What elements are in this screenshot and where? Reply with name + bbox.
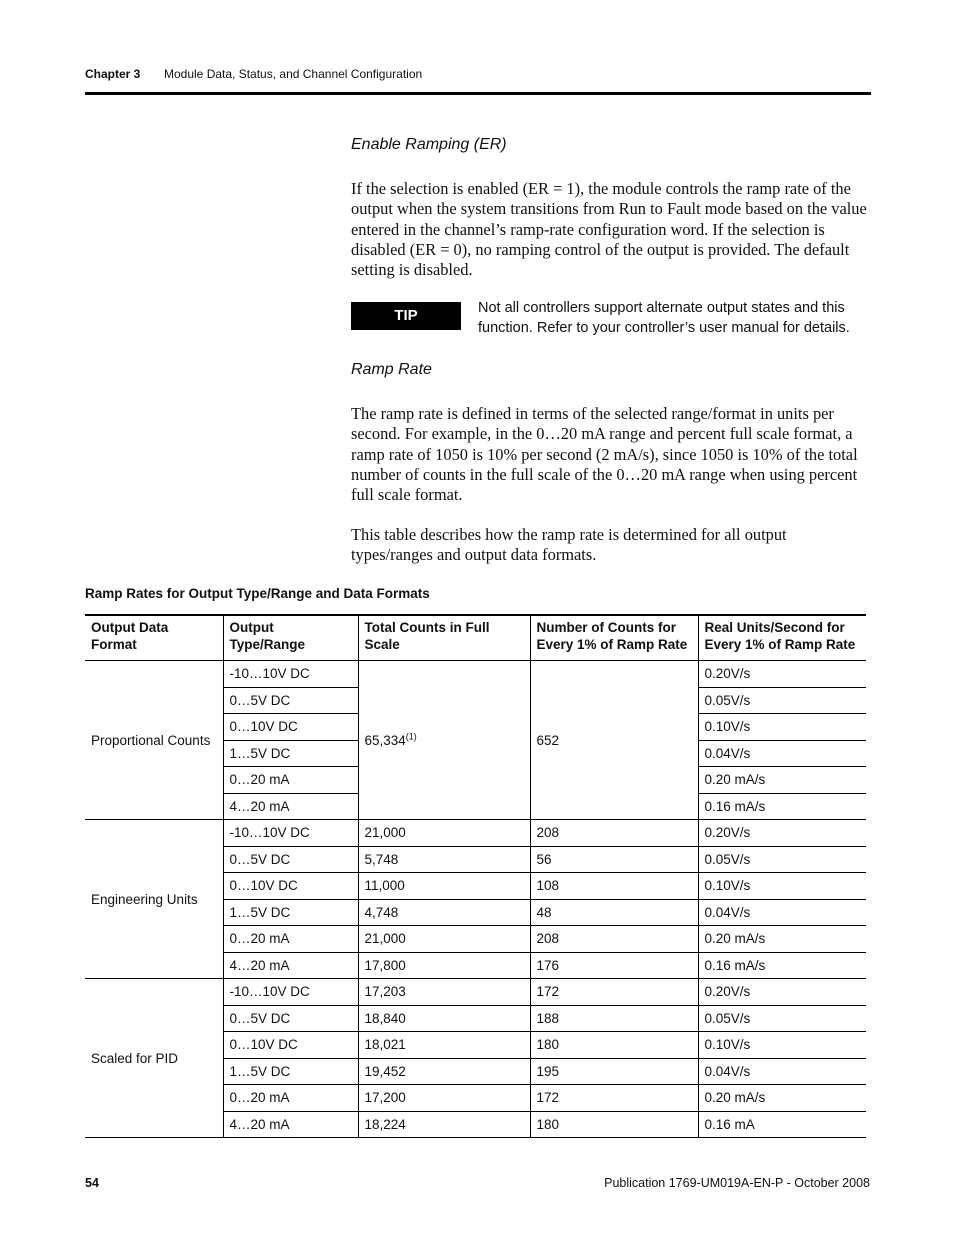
total-counts-cell: 5,748	[358, 846, 530, 873]
total-counts-cell: 18,224	[358, 1111, 530, 1138]
range-cell: 1…5V DC	[223, 899, 358, 926]
counts-merged-cell: 652	[530, 661, 698, 820]
total-counts-value: 65,334	[364, 732, 406, 748]
range-cell: -10…10V DC	[223, 820, 358, 847]
table-title: Ramp Rates for Output Type/Range and Data Formats	[85, 586, 430, 601]
format-cell: Scaled for PID	[85, 979, 223, 1138]
counts-cell: 208	[530, 926, 698, 953]
total-counts-cell: 18,840	[358, 1005, 530, 1032]
counts-cell: 108	[530, 873, 698, 900]
range-cell: 0…20 mA	[223, 1085, 358, 1112]
total-counts-cell: 21,000	[358, 820, 530, 847]
header-output-type-range: Output Type/Range	[223, 615, 358, 661]
units-cell: 0.05V/s	[698, 846, 866, 873]
section-heading-enable-ramping: Enable Ramping (ER)	[351, 136, 507, 153]
units-cell: 0.10V/s	[698, 714, 866, 741]
units-cell: 0.04V/s	[698, 1058, 866, 1085]
ramp-rate-paragraph: The ramp rate is defined in terms of the selected range/format in units per second. For example, in the 0…20 mA range and percent full scale format, a ramp rate of 1050 is 10% per second (2 mA/s), since 1050 is 10% of the total number of counts in the full scale of the 0…20 mA range when using percent full scale format.	[351, 404, 858, 505]
range-cell: -10…10V DC	[223, 979, 358, 1006]
range-cell: 0…10V DC	[223, 1032, 358, 1059]
units-cell: 0.16 mA	[698, 1111, 866, 1138]
units-cell: 0.04V/s	[698, 899, 866, 926]
counts-cell: 172	[530, 979, 698, 1006]
counts-cell: 56	[530, 846, 698, 873]
units-cell: 0.10V/s	[698, 873, 866, 900]
tip-text: Not all controllers support alternate output states and this function. Refer to your controller’s user manual for details.	[478, 300, 850, 336]
range-cell: 0…20 mA	[223, 767, 358, 794]
format-cell: Proportional Counts	[85, 661, 223, 820]
units-cell: 0.20 mA/s	[698, 1085, 866, 1112]
total-counts-cell: 19,452	[358, 1058, 530, 1085]
counts-cell: 48	[530, 899, 698, 926]
counts-cell: 195	[530, 1058, 698, 1085]
range-cell: -10…10V DC	[223, 661, 358, 688]
range-cell: 4…20 mA	[223, 793, 358, 820]
counts-cell: 172	[530, 1085, 698, 1112]
table-intro-paragraph: This table describes how the ramp rate is determined for all output types/ranges and output data formats.	[351, 525, 787, 565]
range-cell: 0…5V DC	[223, 687, 358, 714]
total-counts-cell: 18,021	[358, 1032, 530, 1059]
table-row	[85, 661, 866, 688]
range-cell: 1…5V DC	[223, 1058, 358, 1085]
total-counts-cell: 17,200	[358, 1085, 530, 1112]
header-counts-per-percent: Number of Counts for Every 1% of Ramp Rate	[530, 615, 698, 661]
tip-label: TIP	[351, 302, 461, 330]
enable-ramping-paragraph: If the selection is enabled (ER = 1), the module controls the ramp rate of the output when the system transitions from Run to Fault mode based on the value entered in the channel’s ramp-rate configuration word. If the selection is disabled (ER = 0), no ramping control of the output is provided. The default setting is disabled.	[351, 179, 867, 280]
range-cell: 1…5V DC	[223, 740, 358, 767]
header-total-counts: Total Counts in Full Scale	[358, 615, 530, 661]
counts-cell: 208	[530, 820, 698, 847]
table-row	[85, 979, 866, 1006]
units-cell: 0.05V/s	[698, 687, 866, 714]
range-cell: 4…20 mA	[223, 952, 358, 979]
page-number: 54	[85, 1176, 99, 1190]
units-cell: 0.20 mA/s	[698, 926, 866, 953]
units-cell: 0.05V/s	[698, 1005, 866, 1032]
total-counts-cell: 11,000	[358, 873, 530, 900]
units-cell: 0.04V/s	[698, 740, 866, 767]
counts-cell: 188	[530, 1005, 698, 1032]
footnote-marker: (1)	[405, 731, 417, 741]
units-cell: 0.16 mA/s	[698, 793, 866, 820]
total-counts-cell: 17,800	[358, 952, 530, 979]
range-cell: 0…10V DC	[223, 714, 358, 741]
header-output-data-format: Output Data Format	[85, 615, 223, 661]
total-counts-cell: 21,000	[358, 926, 530, 953]
range-cell: 0…5V DC	[223, 846, 358, 873]
units-cell: 0.20V/s	[698, 661, 866, 688]
range-cell: 4…20 mA	[223, 1111, 358, 1138]
units-cell: 0.16 mA/s	[698, 952, 866, 979]
counts-cell: 180	[530, 1111, 698, 1138]
publication-info: Publication 1769-UM019A-EN-P - October 2008	[604, 1176, 870, 1190]
units-cell: 0.20V/s	[698, 979, 866, 1006]
total-counts-cell: 4,748	[358, 899, 530, 926]
header-real-units-per-second: Real Units/Second for Every 1% of Ramp Rate	[698, 615, 866, 661]
chapter-title: Module Data, Status, and Channel Configuration	[164, 67, 423, 81]
units-cell: 0.20 mA/s	[698, 767, 866, 794]
format-cell: Engineering Units	[85, 820, 223, 979]
range-cell: 0…20 mA	[223, 926, 358, 953]
running-header	[85, 66, 871, 95]
units-cell: 0.10V/s	[698, 1032, 866, 1059]
total-counts-cell: 17,203	[358, 979, 530, 1006]
section-heading-ramp-rate: Ramp Rate	[351, 361, 432, 378]
total-counts-merged-cell	[358, 661, 530, 820]
table-header-row	[85, 615, 866, 661]
table-row	[85, 820, 866, 847]
range-cell: 0…10V DC	[223, 873, 358, 900]
counts-cell: 180	[530, 1032, 698, 1059]
range-cell: 0…5V DC	[223, 1005, 358, 1032]
ramp-rates-table	[85, 614, 866, 1138]
chapter-label: Chapter 3	[85, 67, 141, 81]
units-cell: 0.20V/s	[698, 820, 866, 847]
counts-cell: 176	[530, 952, 698, 979]
